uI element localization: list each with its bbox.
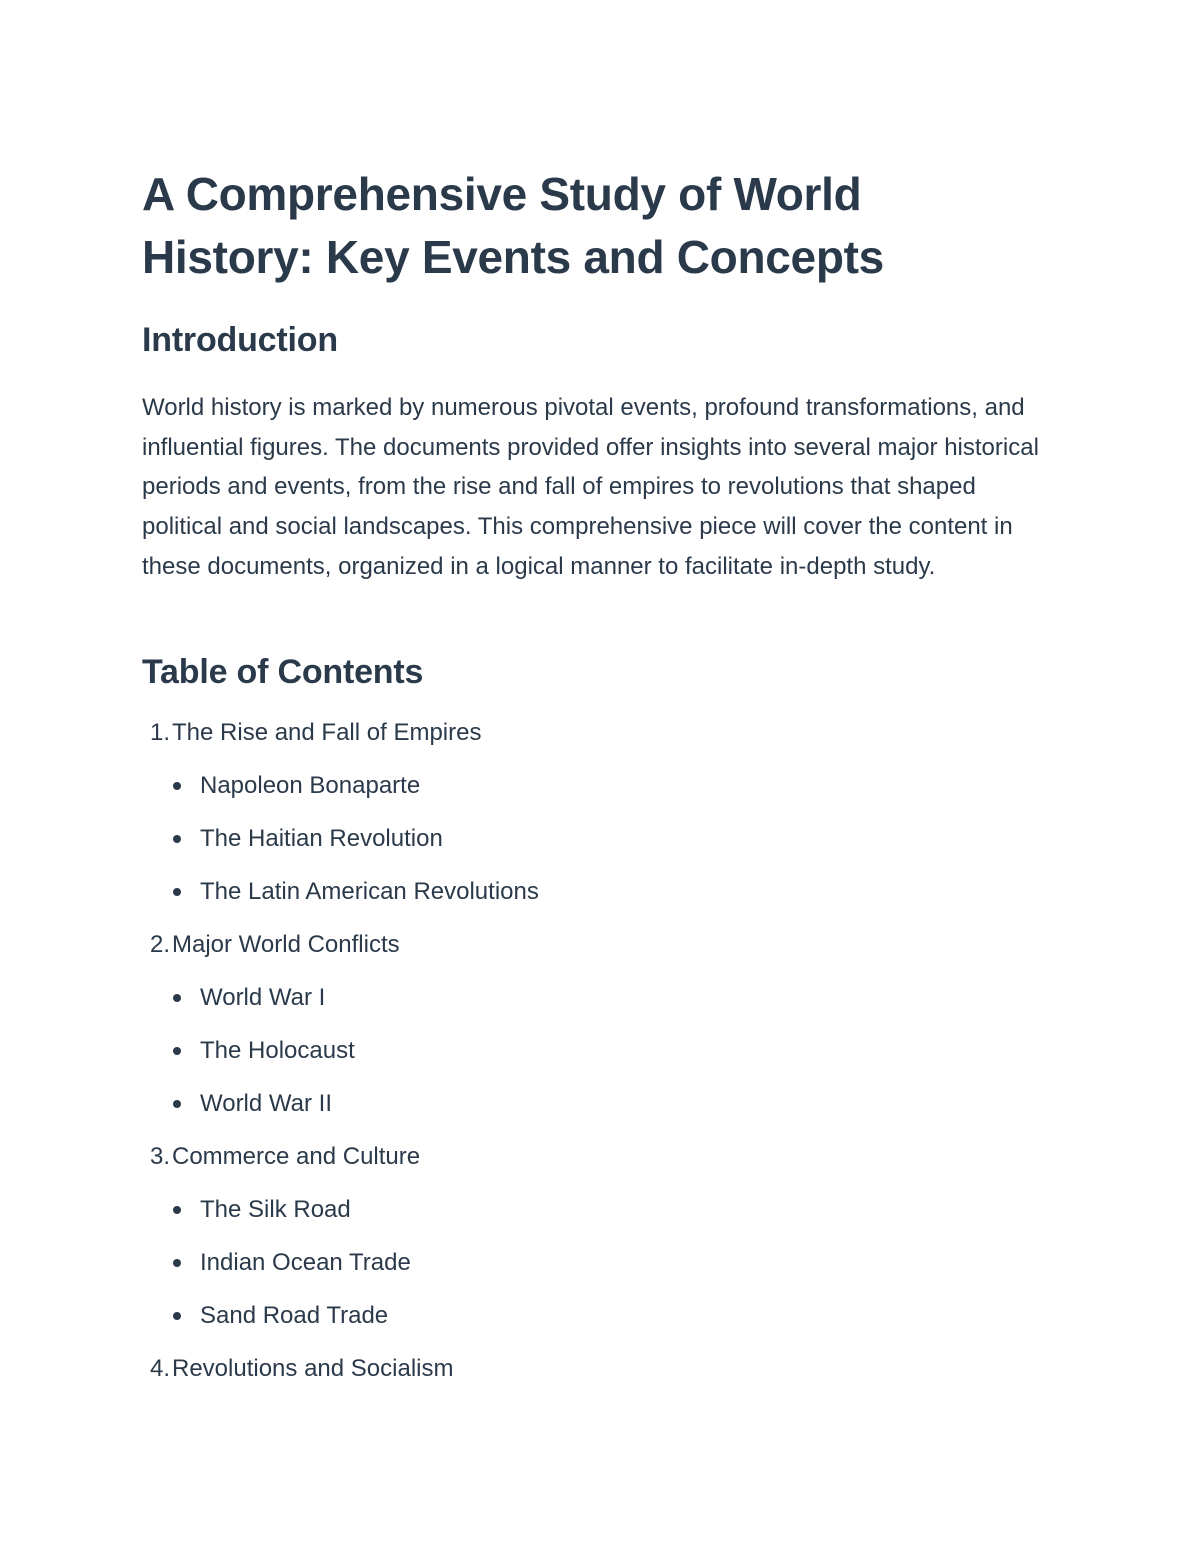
- bullet-icon: [173, 1100, 181, 1108]
- toc-sub-item-label: The Haitian Revolution: [200, 825, 443, 852]
- toc-section-number: 1.: [149, 719, 170, 746]
- toc-section-label: Major World Conflicts: [172, 931, 400, 958]
- toc-section-label: Commerce and Culture: [172, 1143, 421, 1170]
- bullet-icon: [173, 888, 181, 896]
- toc-section-number: 2.: [149, 931, 170, 958]
- bullet-icon: [173, 835, 181, 843]
- toc-sub-item: [142, 983, 539, 1036]
- toc-section-label: Revolutions and Socialism: [172, 1355, 454, 1382]
- toc-section-number: 3.: [149, 1143, 170, 1170]
- introduction-paragraph: World history is marked by numerous pivotal events, profound transformations, and influential figures. The documents provided offer insights into several major historical periods and events, from the rise and fall of empires to revolutions that shaped political and social landscapes. This comprehensive piece will cover the content in these documents, organized in a logical manner to facilitate in-depth study.: [142, 394, 1039, 580]
- toc-section: [142, 1142, 539, 1195]
- bullet-icon: [173, 1312, 181, 1320]
- toc-sub-item: [142, 824, 539, 877]
- toc-section-label: The Rise and Fall of Empires: [172, 719, 482, 746]
- toc-sub-item: [142, 1248, 539, 1301]
- toc-sub-item-label: World War II: [200, 1090, 333, 1117]
- table-of-contents-list: [142, 718, 539, 1407]
- bullet-icon: [173, 994, 181, 1002]
- document-title: A Comprehensive Study of World History: Key Events and Concepts: [142, 168, 884, 283]
- bullet-icon: [173, 1206, 181, 1214]
- toc-sub-item-label: Sand Road Trade: [200, 1302, 389, 1329]
- bullet-icon: [173, 1047, 181, 1055]
- toc-sub-item: [142, 877, 539, 930]
- introduction-heading: Introduction: [142, 321, 338, 359]
- toc-sub-item-label: The Holocaust: [200, 1037, 355, 1064]
- toc-sub-item: [142, 1301, 539, 1354]
- toc-sub-item: [142, 1089, 539, 1142]
- toc-sub-item: [142, 1036, 539, 1089]
- toc-section-number: 4.: [149, 1355, 170, 1382]
- toc-sub-item: [142, 771, 539, 824]
- toc-sub-item-label: The Latin American Revolutions: [200, 878, 539, 905]
- toc-section: [142, 1354, 539, 1407]
- bullet-icon: [173, 782, 181, 790]
- toc-section: [142, 930, 539, 983]
- toc-section: [142, 718, 539, 771]
- toc-sub-item-label: World War I: [200, 984, 326, 1011]
- bullet-icon: [173, 1259, 181, 1267]
- toc-sub-item: [142, 1195, 539, 1248]
- table-of-contents-heading: Table of Contents: [142, 653, 424, 691]
- toc-sub-item-label: The Silk Road: [200, 1196, 351, 1223]
- toc-sub-item-label: Indian Ocean Trade: [200, 1249, 411, 1276]
- toc-sub-item-label: Napoleon Bonaparte: [200, 772, 421, 799]
